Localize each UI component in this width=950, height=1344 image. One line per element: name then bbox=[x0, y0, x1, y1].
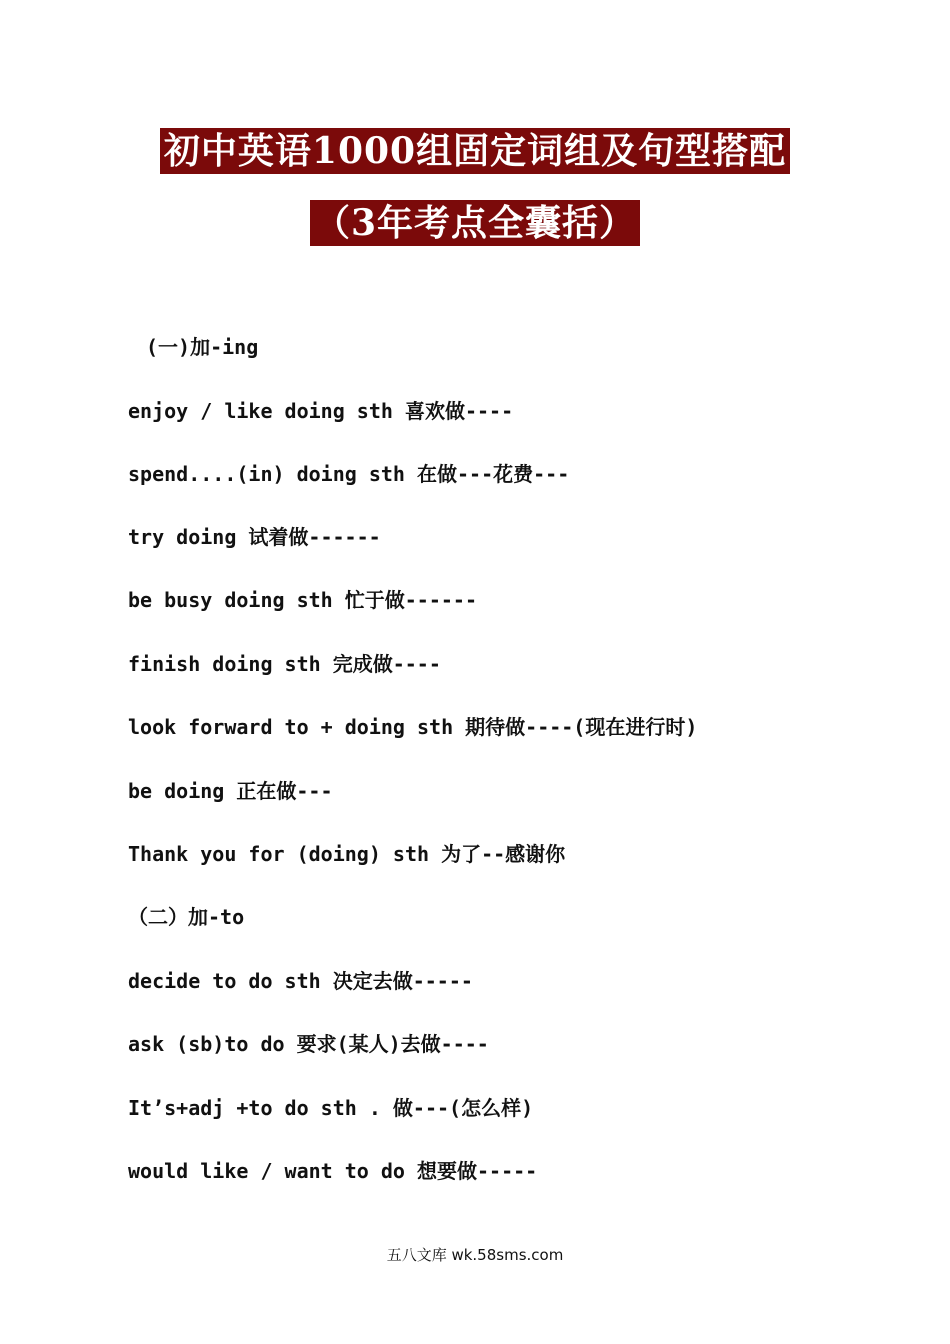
document-title: 初中英语1000组固定词组及句型搭配 bbox=[160, 128, 790, 174]
document-subtitle: （3年考点全囊括） bbox=[310, 200, 640, 246]
phrase-item: It’s+adj +to do sth . 做---(怎么样) bbox=[128, 1096, 534, 1120]
phrase-item: spend....(in) doing sth 在做---花费--- bbox=[128, 462, 570, 486]
section-heading-ing: (一)加-ing bbox=[146, 335, 259, 359]
phrase-item: be doing 正在做--- bbox=[128, 779, 333, 803]
phrase-item: be busy doing sth 忙于做------ bbox=[128, 588, 477, 612]
page-footer: 五八文库 wk.58sms.com bbox=[386, 1246, 564, 1264]
phrase-item: Thank you for (doing) sth 为了--感谢你 bbox=[128, 842, 566, 866]
phrase-item: decide to do sth 决定去做----- bbox=[128, 969, 473, 993]
phrase-item: finish doing sth 完成做---- bbox=[128, 652, 441, 676]
section-heading-to: （二）加-to bbox=[128, 905, 245, 929]
phrase-item: ask (sb)to do 要求(某人)去做---- bbox=[128, 1032, 489, 1056]
phrase-item: would like / want to do 想要做----- bbox=[128, 1159, 538, 1183]
phrase-item: enjoy / like doing sth 喜欢做---- bbox=[128, 399, 514, 423]
phrase-item: look forward to + doing sth 期待做----(现在进行时) bbox=[128, 715, 698, 739]
phrase-item: try doing 试着做------ bbox=[128, 525, 381, 549]
document-title-line-1 bbox=[0, 128, 950, 174]
document-title-line-2 bbox=[0, 200, 950, 246]
